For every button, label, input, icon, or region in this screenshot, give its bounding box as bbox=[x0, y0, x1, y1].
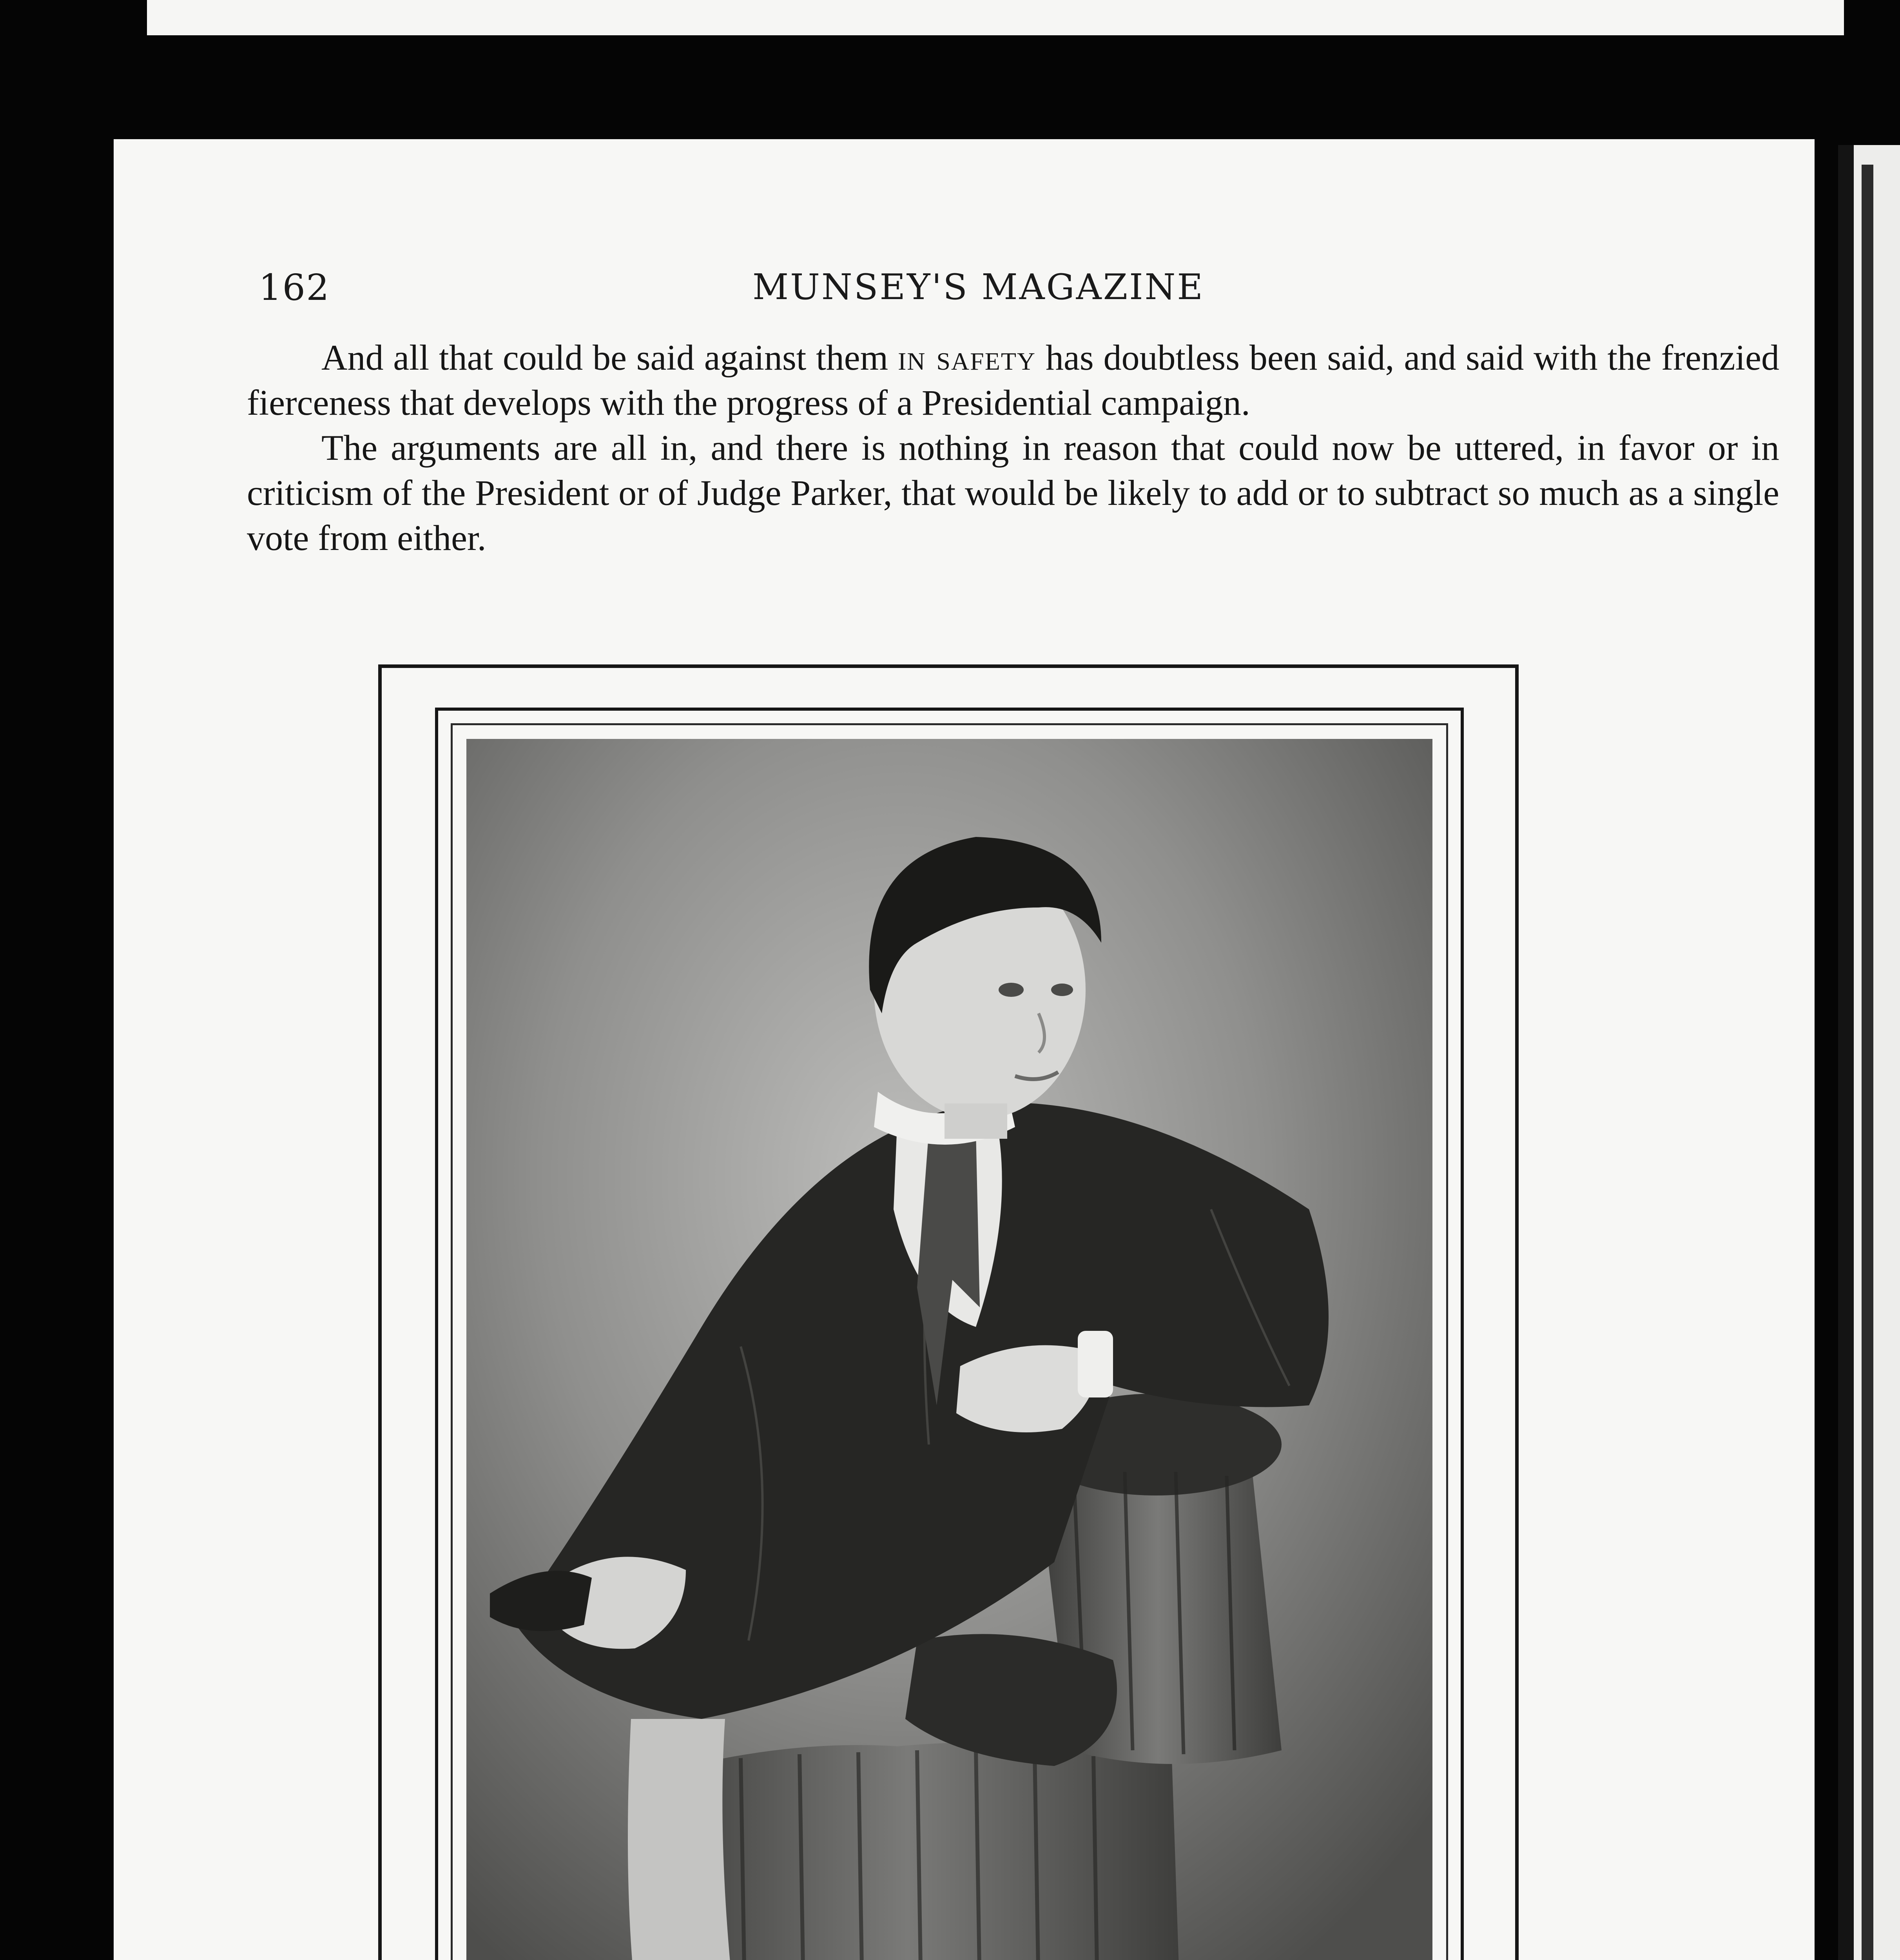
page-gutter-shadow bbox=[1862, 165, 1873, 1960]
previous-page-edge bbox=[147, 0, 1844, 35]
running-head bbox=[114, 263, 1815, 318]
portrait-illustration bbox=[466, 739, 1432, 1960]
body-text-top bbox=[247, 335, 1779, 561]
page-number: 162 bbox=[259, 267, 330, 309]
text-run: And all that could be said against them bbox=[321, 338, 898, 377]
text-run: has doubtless been said, and said with the frenzied fierceness that develops with the progress of a Presidential campaign. bbox=[247, 338, 1780, 423]
portrait-photograph bbox=[466, 739, 1432, 1960]
magazine-title: MUNSEY'S MAGAZINE bbox=[752, 267, 1205, 308]
magazine-page bbox=[114, 139, 1815, 1960]
smallcaps-run: in safety bbox=[897, 338, 1036, 377]
paragraph: The arguments are all in, and there is nothing in reason that could now be uttered, in favor or in criticism of the President or of Judge Parker, that would be likely to add or to subtract so much as a single vote from either. bbox=[247, 428, 1779, 558]
paragraph bbox=[247, 335, 1779, 425]
